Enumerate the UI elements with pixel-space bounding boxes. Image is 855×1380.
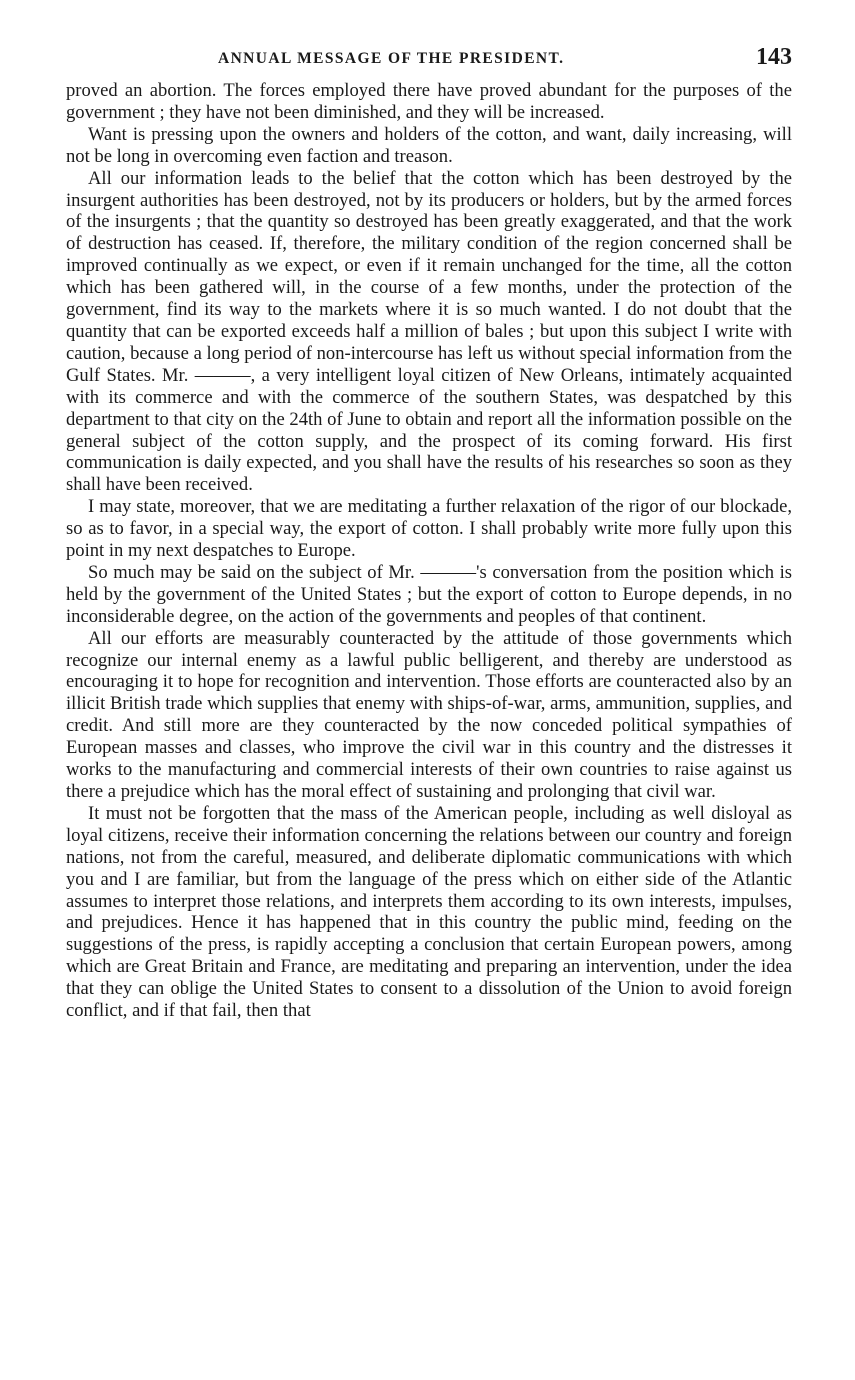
document-page: [66, 44, 792, 1022]
body-text: [66, 80, 792, 1022]
paragraph-3: All our information leads to the belief that the cotton which has been destroyed by the insurgent authorities has been destroyed, not by its producers or holders, but by the armed forces of the insurgents ; that the quantity so destroyed has been greatly exaggerated, and that the work of destruction has ceased. If, therefore, the military condition of the region concerned shall be improved continually as we expect, or even if it remain unchanged for the time, all the cotton which has been gathered will, in the course of a few months, under the protection of the government, find its way to the markets where it is so much wanted. I do not doubt that the quantity that can be exported exceeds half a million of bales ; but upon this subject I write with caution, because a long period of non-intercourse has left us without special information from the Gulf States. Mr. ———, a very intelligent loyal citizen of New Orleans, intimately acquainted with its commerce and with the commerce of the southern States, was despatched by this department to that city on the 24th of June to obtain and report all the information possible on the general subject of the cotton supply, and the prospect of its coming forward. His first communication is daily expected, and you shall have the results of his researches so soon as they shall have been received.: [66, 167, 792, 496]
paragraph-7: It must not be forgotten that the mass of the American people, including as well disloyal as loyal citizens, receive their information concerning the relations between our country and foreign nations, not from the careful, measured, and deliberate diplomatic communications with which you and I are familiar, but from the language of the press which on either side of the Atlantic assumes to interpret those relations, and interprets them according to its own interests, impulses, and prejudices. Hence it has happened that in this country the public mind, feeding on the suggestions of the press, is rapidly accepting a conclusion that certain European powers, among which are Great Britain and France, are meditating and preparing an intervention, under the idea that they can oblige the United States to consent to a dissolution of the Union to avoid foreign conflict, and if that fail, then that: [66, 802, 792, 1022]
page-number: 143: [756, 44, 792, 70]
paragraph-4: I may state, moreover, that we are meditating a further relaxation of the rigor of our blockade, so as to favor, in a special way, the export of cotton. I shall probably write more fully upon this point in my next despatches to Europe.: [66, 496, 792, 562]
paragraph-1: proved an abortion. The forces employed there have proved abundant for the purposes of the government ; they have not been diminished, and they will be increased.: [66, 80, 792, 123]
paragraph-6: All our efforts are measurably counteracted by the attitude of those governments which recognize our internal enemy as a lawful public belligerent, and thereby are understood as encouraging it to hope for recognition and intervention. Those efforts are counteracted also by an illicit British trade which supplies that enemy with ships-of-war, arms, ammunition, supplies, and credit. And still more are they counteracted by the now conceded political sympathies of European masses and classes, who improve the civil war in this country and the distresses it works to the manufacturing and commercial interests of their own countries to raise against us there a prejudice which has the moral effect of sustaining and prolonging that civil war.: [66, 627, 792, 802]
running-header: [66, 44, 792, 74]
paragraph-2: Want is pressing upon the owners and holders of the cotton, and want, daily increasing, will not be long in overcoming even faction and treason.: [66, 123, 792, 167]
paragraph-5: So much may be said on the subject of Mr. ———'s conversation from the position which is held by the government of the United States ; but the export of cotton to Europe depends, in no inconsiderable degree, on the action of the governments and peoples of that continent.: [66, 561, 792, 627]
running-title: ANNUAL MESSAGE OF THE PRESIDENT.: [218, 50, 565, 67]
